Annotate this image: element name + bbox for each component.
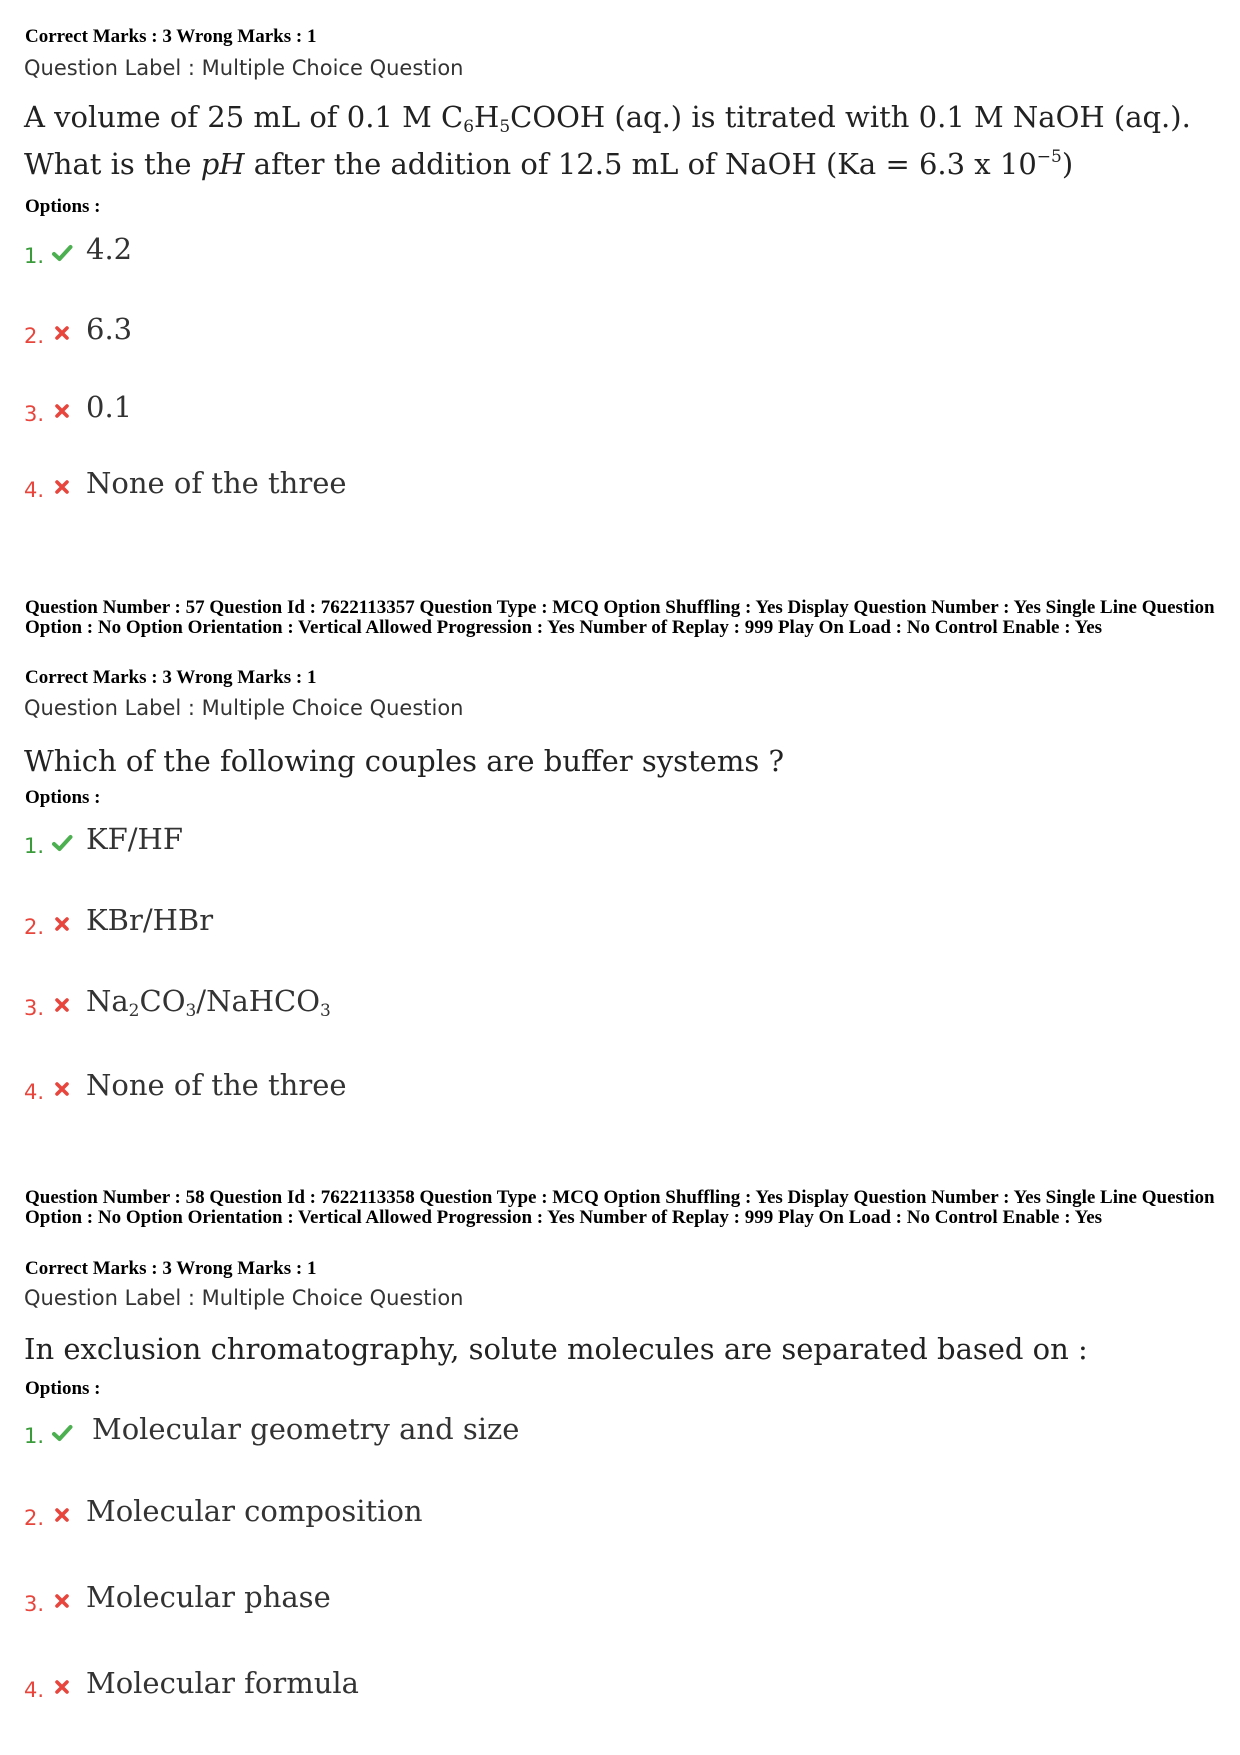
cross-icon xyxy=(51,476,73,498)
q57-option-1[interactable] xyxy=(24,818,924,858)
check-icon xyxy=(51,242,73,264)
option-number: 3. xyxy=(24,1592,45,1616)
q56-option-2[interactable] xyxy=(24,308,924,348)
q56-question-label: Question Label : Multiple Choice Question xyxy=(24,56,464,80)
option-number: 2. xyxy=(24,1506,45,1530)
q58-option-4[interactable] xyxy=(24,1662,924,1702)
cross-icon xyxy=(51,1590,73,1612)
option-number: 2. xyxy=(24,324,45,348)
q58-option-3[interactable] xyxy=(24,1576,924,1616)
q58-metadata: Question Number : 58 Question Id : 7622113358 Question Type : MCQ Option Shuffling : Yes Display Question Number : Yes Single Line Question Option : No Option Orientation : Vertical Allowed Progression : Yes Number of Replay : 999 Play On Load : No Control Enable : Yes xyxy=(25,1187,1215,1228)
option-number: 1. xyxy=(24,1424,45,1448)
q56-option-3[interactable] xyxy=(24,386,924,426)
q58-option-2[interactable] xyxy=(24,1490,924,1530)
cross-icon xyxy=(51,322,73,344)
q58-marks: Correct Marks : 3 Wrong Marks : 1 xyxy=(25,1258,317,1279)
option-number: 4. xyxy=(24,1678,45,1702)
option-number: 3. xyxy=(24,402,45,426)
option-number: 4. xyxy=(24,478,45,502)
q57-options-label: Options : xyxy=(25,787,101,808)
cross-icon xyxy=(51,1504,73,1526)
option-text: Molecular composition xyxy=(86,1494,423,1528)
q56-option-4[interactable] xyxy=(24,462,924,502)
q56-option-1[interactable] xyxy=(24,228,924,268)
q58-question-label: Question Label : Multiple Choice Question xyxy=(24,1286,464,1310)
q57-option-3[interactable] xyxy=(24,980,924,1020)
option-text: Molecular formula xyxy=(86,1666,359,1700)
check-icon xyxy=(51,1422,73,1444)
q57-metadata: Question Number : 57 Question Id : 7622113357 Question Type : MCQ Option Shuffling : Yes Display Question Number : Yes Single Line Question Option : No Option Orientation : Vertical Allowed Progression : Yes Number of Replay : 999 Play On Load : No Control Enable : Yes xyxy=(25,597,1215,638)
option-text: KBr/HBr xyxy=(86,903,214,937)
cross-icon xyxy=(51,913,73,935)
option-number: 1. xyxy=(24,834,45,858)
option-text: Molecular geometry and size xyxy=(92,1412,520,1446)
option-text: 6.3 xyxy=(86,312,133,346)
q56-marks: Correct Marks : 3 Wrong Marks : 1 xyxy=(25,26,317,47)
option-number: 4. xyxy=(24,1080,45,1104)
option-text: KF/HF xyxy=(86,822,183,856)
q58-question-text: In exclusion chromatography, solute molecules are separated based on : xyxy=(24,1332,1088,1366)
option-number: 2. xyxy=(24,915,45,939)
check-icon xyxy=(51,832,73,854)
q57-option-4[interactable] xyxy=(24,1064,924,1104)
q56-question-text: A volume of 25 mL of 0.1 M $C_6H_5COOH$ (aq.) is titrated with 0.1 M NaOH (aq.). What is the pH after the addition of 12.5 mL of NaOH (Ka = 6.3 x $10^{-5}$) xyxy=(24,100,1191,181)
option-text: None of the three xyxy=(86,466,347,500)
cross-icon xyxy=(51,400,73,422)
q57-option-2[interactable] xyxy=(24,899,924,939)
option-text: $Na_2CO_3/NaHCO_3$ xyxy=(86,984,331,1021)
option-number: 3. xyxy=(24,996,45,1020)
q58-options-label: Options : xyxy=(25,1378,101,1399)
q58-option-1[interactable] xyxy=(24,1408,924,1448)
option-text: Molecular phase xyxy=(86,1580,331,1614)
option-text: None of the three xyxy=(86,1068,347,1102)
cross-icon xyxy=(51,1078,73,1100)
q56-options-label: Options : xyxy=(25,196,101,217)
cross-icon xyxy=(51,1676,73,1698)
q57-question-text: Which of the following couples are buffer systems ? xyxy=(24,744,784,778)
cross-icon xyxy=(51,994,73,1016)
option-text: 4.2 xyxy=(86,232,133,266)
option-text: 0.1 xyxy=(86,390,133,424)
q57-question-label: Question Label : Multiple Choice Question xyxy=(24,696,464,720)
q57-marks: Correct Marks : 3 Wrong Marks : 1 xyxy=(25,667,317,688)
option-number: 1. xyxy=(24,244,45,268)
